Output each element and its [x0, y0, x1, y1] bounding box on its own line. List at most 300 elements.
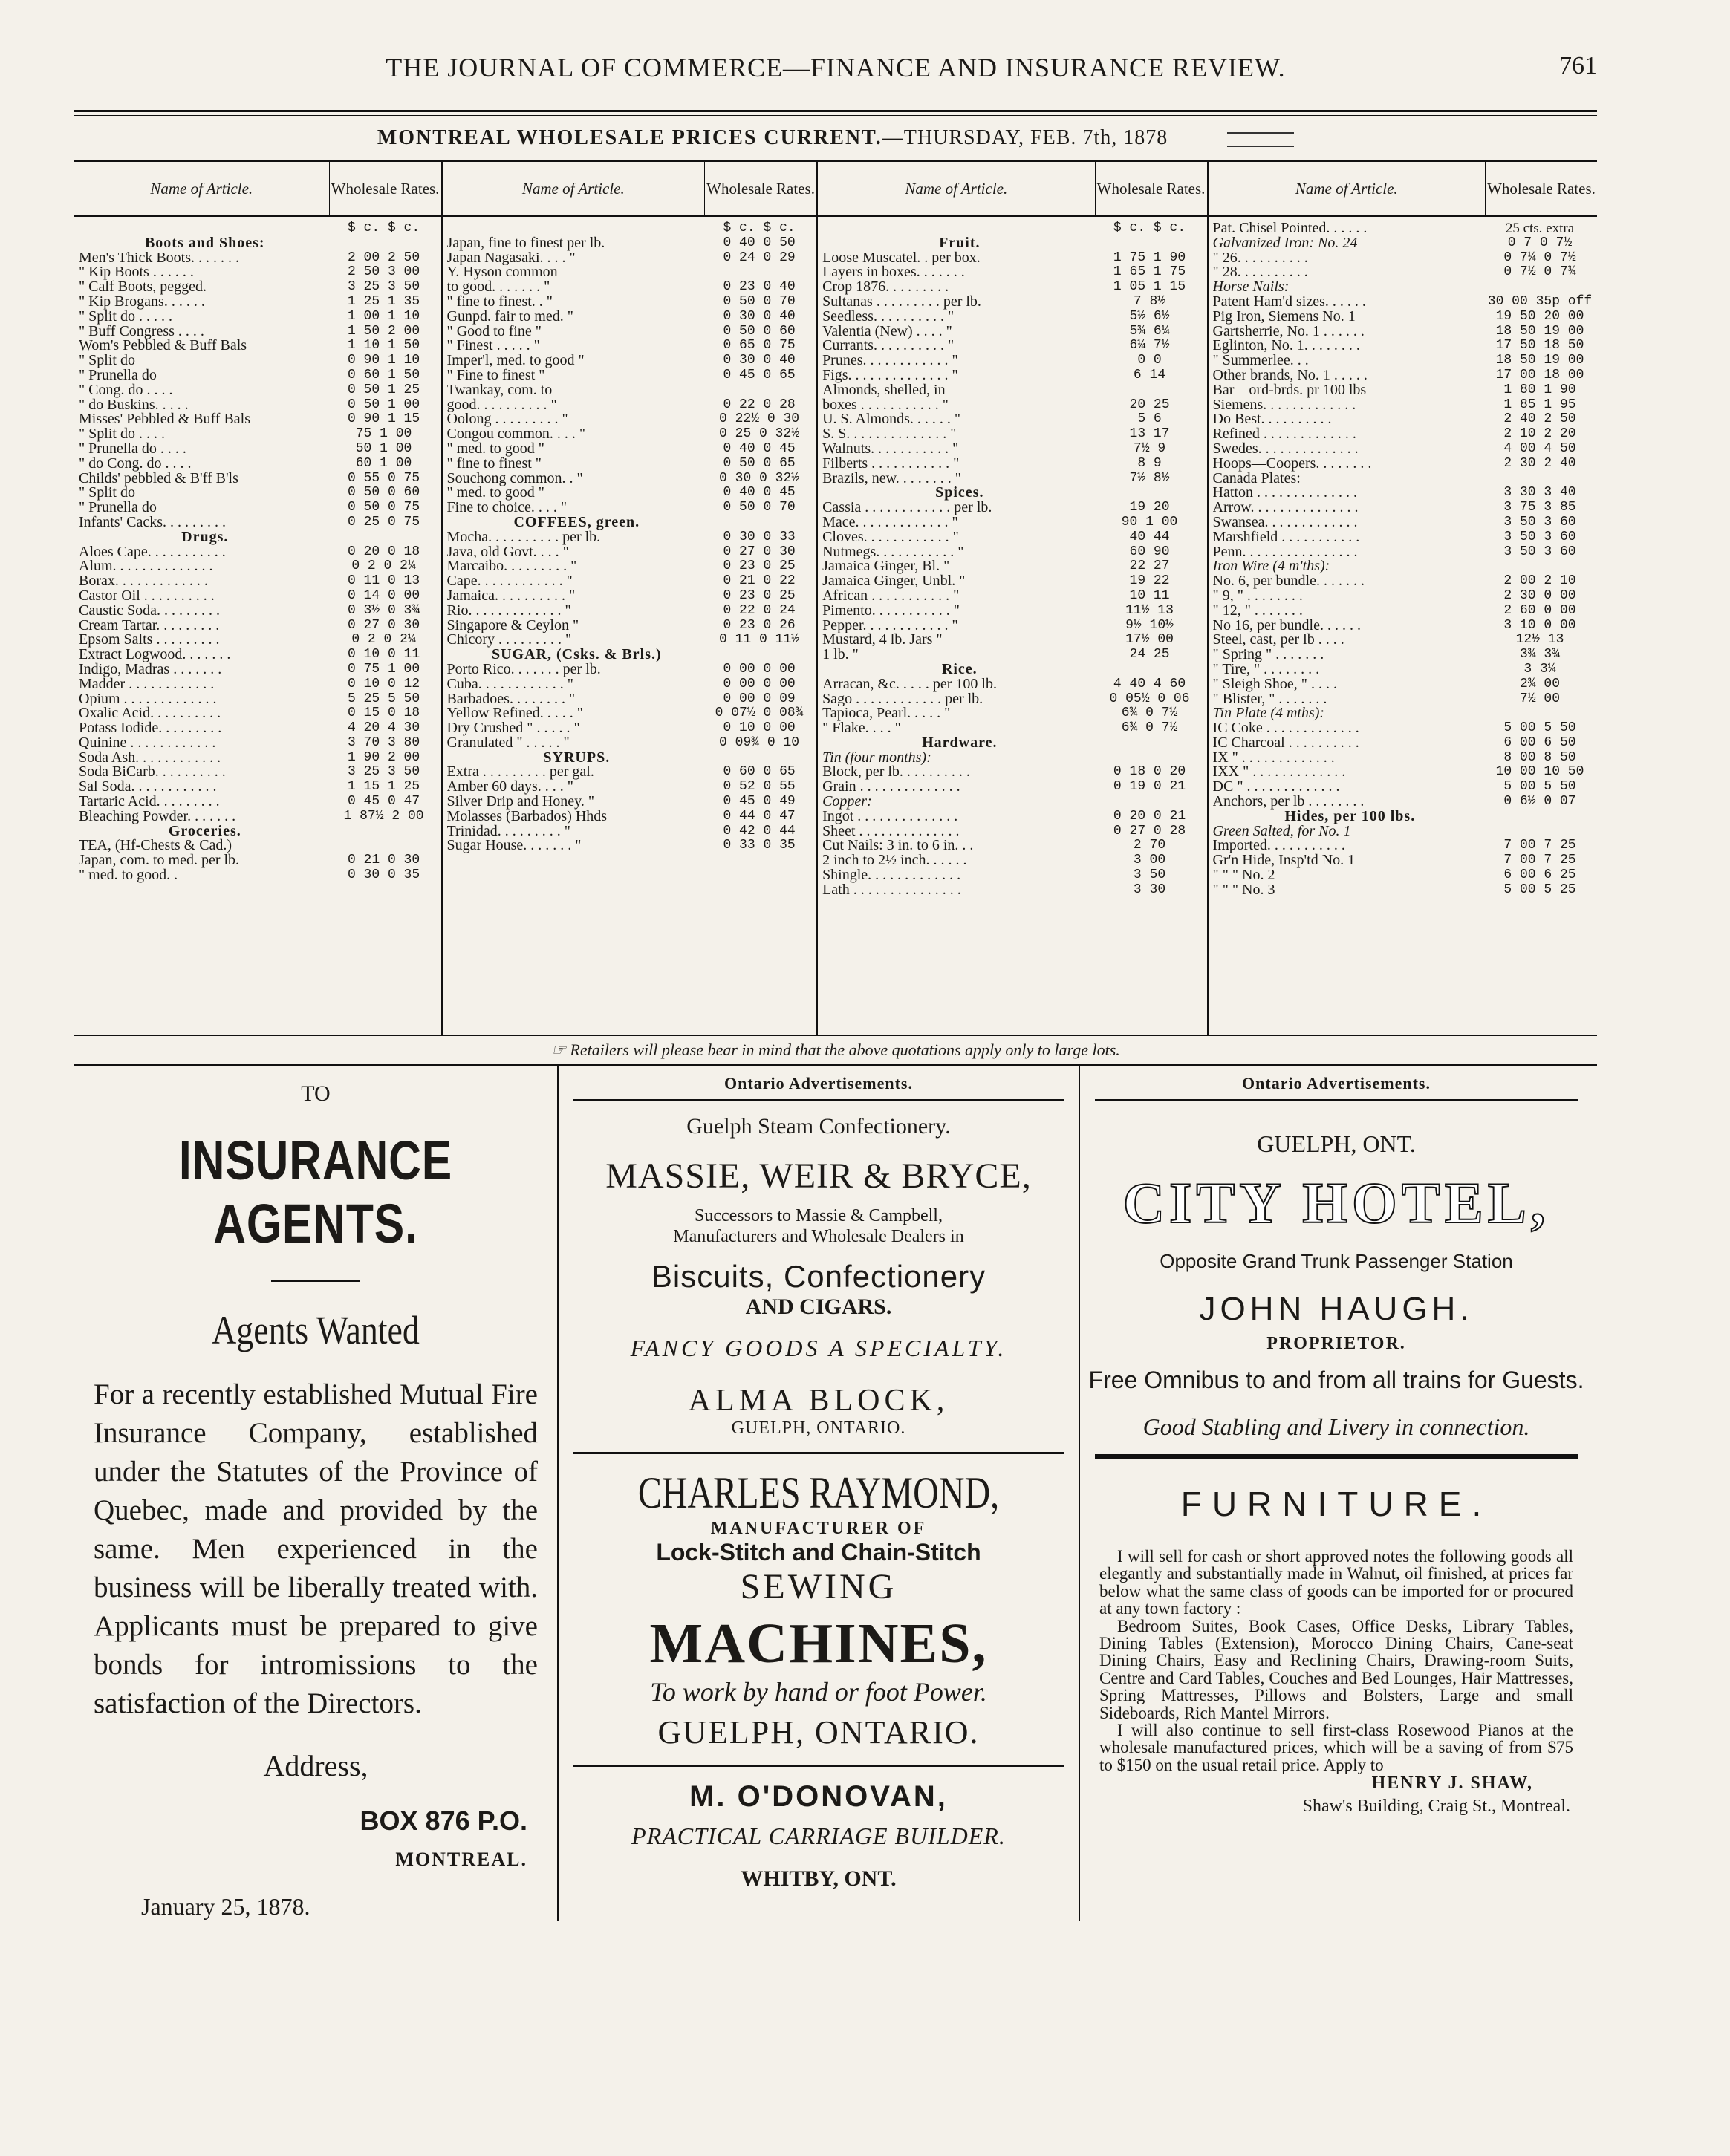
signature-name: HENRY J. SHAW, [1371, 1774, 1533, 1794]
article-rate: 0 7¼ 0 7½ [1503, 250, 1576, 265]
price-column [818, 162, 1208, 1035]
price-row [822, 368, 1202, 383]
article-rate: 3 3¼ [1523, 661, 1556, 677]
price-row [79, 325, 437, 339]
article-name: Cassia . . . . . . . . . . . . per lb. [822, 501, 992, 515]
article-rate: 60 90 [1129, 544, 1170, 559]
article-rate: 17½ 00 [1125, 632, 1174, 648]
price-row [1213, 442, 1593, 457]
article-name: Loose Muscatel. . per box. [822, 250, 981, 266]
price-row [1213, 383, 1593, 398]
article-name: African . . . . . . . . . . . " [822, 588, 960, 604]
article-rate [1487, 810, 1593, 824]
article-name: U. S. Almonds. . . . . . " [822, 412, 961, 428]
article-rate: 3 10 0 00 [1503, 617, 1576, 633]
divider [1095, 1454, 1578, 1459]
article-rate [706, 515, 812, 530]
article-rate: 2¾ 00 [1519, 676, 1560, 691]
price-row [79, 383, 437, 398]
article-name: " Prunella do . . . . [79, 441, 186, 457]
price-column [443, 162, 819, 1035]
article-rate: 0 2 0 2¼ [351, 632, 416, 648]
article-rate: 7½ 8½ [1129, 470, 1170, 486]
price-row [447, 368, 813, 383]
price-row [1213, 559, 1593, 574]
price-row [447, 442, 813, 457]
article-rate: 3 50 3 60 [1503, 529, 1576, 544]
article-name: Patent Ham'd sizes. . . . . . [1212, 294, 1366, 310]
wholesale-rates-label: Wholesale Rates. [331, 180, 440, 198]
article-name: " Prunella do [79, 368, 157, 383]
article-rate: 3¾ 3¾ [1519, 647, 1560, 662]
price-row [1213, 457, 1593, 472]
article-name: Madder . . . . . . . . . . . . [79, 677, 215, 692]
price-row [79, 545, 437, 560]
section-heading [822, 662, 1202, 677]
article-rate: $ c. $ c. [723, 221, 796, 235]
price-row [447, 295, 813, 310]
article-rate: 3 25 3 50 [347, 279, 420, 295]
article-name: " Flake. . . . " [822, 721, 901, 736]
price-row [822, 427, 1202, 442]
article-name: Fruit. [939, 235, 981, 251]
price-row [1213, 677, 1593, 692]
proprietor-label: PROPRIETOR. [1266, 1334, 1406, 1353]
price-row [1213, 574, 1593, 589]
article-rate: 60 1 00 [355, 455, 412, 471]
article-rate: 0 45 0 47 [347, 794, 420, 810]
price-row [447, 486, 813, 501]
article-rate: 0 45 0 49 [723, 794, 796, 810]
price-row [822, 221, 1202, 236]
price-row [822, 751, 1202, 766]
price-row [447, 339, 813, 354]
article-rate: 1 90 2 00 [347, 749, 420, 765]
article-name: Jamaica Ginger, Unbl. " [822, 574, 966, 589]
prices-heading [74, 126, 1597, 150]
article-rate: 3 00 [1133, 853, 1166, 868]
article-rate: 11½ 13 [1125, 602, 1174, 618]
price-row [822, 648, 1202, 662]
article-rate: 0 40 0 45 [723, 485, 796, 501]
price-row [1213, 530, 1593, 545]
price-row [822, 559, 1202, 574]
section-heading [79, 824, 437, 839]
header-rule [74, 110, 1597, 116]
article-name: Twankay, com. to [446, 382, 553, 398]
confectionery-title: Guelph Steam Confectionery. [686, 1114, 951, 1139]
section-heading [447, 515, 813, 530]
article-rate: $ c. $ c. [1113, 221, 1186, 235]
article-name: Brazils, new. . . . . . . . " [822, 471, 961, 486]
article-name: Quinine . . . . . . . . . . . . [79, 735, 216, 751]
article-name: Cape. . . . . . . . . . . . " [446, 574, 573, 589]
article-name: Pepper. . . . . . . . . . . . " [822, 618, 958, 634]
article-name: Wom's Pebbled & Buff Bals [79, 339, 247, 354]
article-rate: 13 17 [1129, 426, 1170, 442]
article-rate: 90 1 00 [1121, 514, 1178, 530]
price-row [447, 765, 813, 780]
price-row [1213, 472, 1593, 486]
price-row [1213, 838, 1593, 853]
article-rate: 0 65 0 75 [723, 338, 796, 354]
article-name: Other brands, No. 1 . . . . . [1212, 368, 1368, 383]
article-name: Prunes. . . . . . . . . . . . " [822, 354, 958, 368]
article-rate: 5 00 5 50 [1503, 779, 1576, 795]
divider [271, 1280, 360, 1282]
article-rate: 0 11 0 13 [347, 573, 420, 589]
article-rate [706, 751, 812, 766]
ad-subhead: Agents Wanted [212, 1308, 420, 1352]
article-name: Grain . . . . . . . . . . . . . . [822, 780, 960, 795]
price-row [1213, 633, 1593, 648]
article-rate: 1 75 1 90 [1113, 250, 1186, 265]
article-rate [331, 530, 437, 545]
ornament-icon [1227, 132, 1294, 147]
price-row [1213, 765, 1593, 780]
article-name: " Finest . . . . . " [446, 339, 540, 354]
article-name: Siemens. . . . . . . . . . . . . [1212, 397, 1356, 413]
article-name: Arracan, &c. . . . . per 100 lb. [822, 677, 997, 692]
section-heading [447, 751, 813, 766]
article-name: Currants. . . . . . . . . . " [822, 339, 955, 354]
price-row [447, 706, 813, 721]
price-row [822, 633, 1202, 648]
article-name: " fine to finest " [446, 456, 542, 472]
article-rate: 0 19 0 21 [1113, 779, 1186, 795]
price-row [447, 780, 813, 795]
price-row [447, 280, 813, 295]
ad-to: TO [301, 1081, 331, 1106]
price-row [79, 604, 437, 619]
article-rate: 1 10 1 50 [347, 338, 420, 354]
article-name: " Fine to finest " [446, 368, 545, 383]
price-row [1213, 515, 1593, 530]
article-rate [1097, 736, 1203, 751]
article-name: Cloves. . . . . . . . . . . . " [822, 530, 959, 545]
article-name: Tartaric Acid. . . . . . . . . [79, 795, 220, 810]
article-rate: 0 23 0 40 [723, 279, 796, 295]
ad-section-header: Ontario Advertisements. [573, 1066, 1064, 1101]
article-rate: 0 42 0 44 [723, 823, 796, 838]
hotel-name: CITY HOTEL, [1122, 1170, 1550, 1235]
article-name: Crop 1876. . . . . . . . . [822, 280, 949, 295]
price-row [1213, 545, 1593, 560]
price-row [447, 545, 813, 560]
price-row [1213, 251, 1593, 266]
price-row [822, 810, 1202, 824]
article-rate: 0 27 0 30 [723, 544, 796, 559]
article-name: Rice. [941, 662, 978, 677]
article-name: Imported. . . . . . . . . . . [1212, 838, 1345, 854]
article-rate: 0 40 0 50 [723, 235, 796, 250]
article-rate: 2 00 2 50 [347, 250, 420, 265]
article-rate: 2 10 2 20 [1503, 426, 1576, 442]
article-name: Figs. . . . . . . . . . . . . . " [822, 368, 958, 383]
article-name: " 9, " . . . . . . . . [1212, 588, 1303, 604]
price-row [822, 457, 1202, 472]
article-rate: 0 50 1 00 [347, 397, 420, 412]
price-row [1213, 619, 1593, 634]
article-name: " Split do [79, 486, 135, 501]
article-rate: 0 30 0 33 [723, 529, 796, 544]
article-rate: 0 22 0 28 [723, 397, 796, 412]
price-row [822, 604, 1202, 619]
article-name: Men's Thick Boots. . . . . . . [79, 250, 240, 266]
price-row [447, 633, 813, 648]
stitch-line: Lock-Stitch and Chain-Stitch [656, 1539, 981, 1566]
article-name: Marcaibo. . . . . . . . . " [446, 559, 577, 575]
article-rate: 4 20 4 30 [347, 720, 420, 736]
article-rate [1487, 824, 1593, 839]
article-name: Bar—ord-brds. pr 100 lbs [1212, 382, 1367, 398]
article-rate: 0 75 1 00 [347, 661, 420, 677]
price-row [79, 721, 437, 736]
article-name: Sal Soda. . . . . . . . . . . . [79, 780, 217, 795]
price-row [1213, 339, 1593, 354]
price-row [822, 354, 1202, 368]
article-name: Canada Plates: [1212, 471, 1301, 486]
article-rate: 19 22 [1129, 573, 1170, 589]
article-name: COFFEES, green. [513, 515, 640, 530]
price-row [1213, 751, 1593, 766]
price-row [447, 721, 813, 736]
article-rate: 3 50 3 60 [1503, 514, 1576, 530]
article-rate: 3 75 3 85 [1503, 500, 1576, 515]
price-row [822, 472, 1202, 486]
price-row [447, 265, 813, 280]
article-name: Ingot . . . . . . . . . . . . . . [822, 809, 958, 824]
article-rate: 0 23 0 25 [723, 558, 796, 574]
price-row [822, 530, 1202, 545]
article-name: Horse Nails: [1212, 280, 1290, 295]
article-rate: 7½ 9 [1133, 440, 1166, 456]
article-rate: 4 40 4 60 [1113, 676, 1186, 691]
article-name: Java, old Govt. . . . " [446, 544, 569, 560]
article-name: IXX " . . . . . . . . . . . . . [1212, 765, 1346, 781]
article-name: Tin Plate (4 mths): [1212, 706, 1325, 722]
article-name: No. 6, per bundle. . . . . . . [1212, 574, 1365, 589]
article-rate: 7 00 7 25 [1503, 853, 1576, 868]
price-row [79, 662, 437, 677]
ad-headline: INSURANCE AGENTS. [178, 1130, 453, 1254]
article-rate: 7½ 00 [1519, 691, 1560, 706]
price-row [447, 221, 813, 236]
article-name: Hoops—Coopers. . . . . . . . [1212, 456, 1372, 472]
article-name: Souchong common. . " [446, 471, 583, 486]
article-name: Oolong . . . . . . . . . " [446, 412, 568, 428]
article-name: Refined . . . . . . . . . . . . . [1212, 427, 1356, 442]
article-rate: 2 70 [1133, 838, 1166, 853]
article-name: Cuba. . . . . . . . . . . . " [446, 677, 573, 692]
ad-insurance-agents [74, 1066, 559, 1921]
price-row [1213, 368, 1593, 383]
article-name: Eglinton, No. 1. . . . . . . . [1212, 339, 1360, 354]
article-rate [1487, 559, 1593, 574]
article-rate: 0 33 0 35 [723, 838, 796, 853]
article-name: " Spring " . . . . . . . [1212, 648, 1324, 662]
article-name: " Kip Brogans. . . . . . [79, 294, 205, 310]
article-name: " do Buskins. . . . . [79, 397, 189, 413]
price-row [1213, 501, 1593, 515]
price-row [822, 442, 1202, 457]
raymond-city: GUELPH, ONTARIO. [657, 1714, 980, 1750]
price-row [822, 853, 1202, 868]
price-row [447, 662, 813, 677]
article-name: " do Cong. do . . . . [79, 456, 192, 472]
price-row [79, 501, 437, 515]
journal-page [74, 52, 1597, 2117]
article-name [822, 221, 1096, 236]
article-name: Steel, cast, per lb . . . . [1212, 633, 1344, 648]
price-row [1213, 412, 1593, 427]
ad-ontario-middle [559, 1066, 1080, 1921]
price-row [822, 515, 1202, 530]
furniture-para-1: I will sell for cash or short approved notes the following goods all elegantly and substantially made in Walnut, oil finished, at prices far below what the same class of goods can be imported for or procured at any town factory : [1099, 1547, 1573, 1618]
price-row [822, 383, 1202, 398]
price-row [1213, 721, 1593, 736]
divider [573, 1452, 1064, 1454]
price-row [1213, 795, 1593, 810]
article-rate: 24 25 [1129, 647, 1170, 662]
article-rate: 2 30 2 40 [1503, 455, 1576, 471]
price-rows [443, 217, 817, 853]
article-name: S. S. . . . . . . . . . . . . . " [822, 427, 957, 442]
article-rate: 0 24 0 29 [723, 250, 796, 265]
price-row [79, 339, 437, 354]
price-row [1213, 853, 1593, 868]
article-rate [1097, 236, 1203, 251]
article-name: Pat. Chisel Pointed. . . . . . [1212, 221, 1368, 236]
article-rate: 0 7½ 0 7¾ [1503, 264, 1576, 280]
price-row [822, 838, 1202, 853]
article-name: Japan Nagasaki. . . . " [446, 250, 576, 266]
article-name: Filberts . . . . . . . . . . . " [822, 456, 960, 472]
article-name: " Split do . . . . [79, 427, 165, 442]
ad-address-label: Address, [263, 1749, 368, 1782]
article-rate: 0 60 1 50 [347, 367, 420, 382]
article-name: boxes . . . . . . . . . . . " [822, 397, 949, 413]
article-name: Alum. . . . . . . . . . . . . . [79, 559, 213, 575]
article-name: Arrow. . . . . . . . . . . . . . . [1212, 501, 1359, 515]
article-rate: 1 15 1 25 [347, 779, 420, 795]
article-name: " Good to fine " [446, 324, 542, 339]
article-name: Iron Wire (4 m'ths): [1212, 559, 1330, 575]
price-row [79, 765, 437, 780]
price-row [1213, 589, 1593, 604]
article-rate: 2 60 0 00 [1503, 602, 1576, 618]
hotel-owner: JOHN HAUGH. [1199, 1291, 1474, 1327]
price-row [447, 457, 813, 472]
ad-date: January 25, 1878. [141, 1893, 310, 1920]
price-row [447, 589, 813, 604]
section-heading [447, 648, 813, 662]
article-rate: 0 30 0 32½ [719, 470, 800, 486]
price-row [79, 692, 437, 707]
ad-body: For a recently established Mutual Fire Insurance Company, established under the Statutes of the Province of Quebec, made and provided by the same. Men experienced in the business will be liberally treated with. Applicants must be prepared to give bonds for intromissions to the satisfaction of the Directors. [94, 1378, 538, 1719]
article-rate: 0 23 0 26 [723, 617, 796, 633]
article-rate: 0 00 0 00 [723, 676, 796, 691]
article-rate [331, 824, 437, 839]
article-rate: 0 52 0 55 [723, 779, 796, 795]
price-rows [74, 217, 441, 883]
name-of-article-label: Name of Article. [818, 162, 1095, 215]
prices-heading-date: —THURSDAY, FEB. 7th, 1878 [882, 126, 1168, 149]
journal-title: THE JOURNAL OF COMMERCE—FINANCE AND INSURANCE REVIEW. [386, 53, 1286, 82]
article-name: SYRUPS. [543, 750, 611, 766]
price-row [822, 295, 1202, 310]
article-name: Seedless. . . . . . . . . . " [822, 309, 955, 325]
retailers-note: ☞ Retailers will please bear in mind that the above quotations apply only to large lots. [551, 1040, 1120, 1059]
price-row [79, 868, 437, 883]
article-rate: 0 22½ 0 30 [719, 411, 800, 427]
article-rate: 1 65 1 75 [1113, 264, 1186, 280]
article-rate: 9½ 10½ [1125, 617, 1174, 633]
ad-box: BOX 876 P.O. [360, 1805, 527, 1836]
price-row [822, 398, 1202, 413]
article-rate: 0 11 0 11½ [719, 632, 800, 648]
article-rate: 40 44 [1129, 529, 1170, 544]
section-heading [79, 530, 437, 545]
price-row [79, 442, 437, 457]
furniture-title: FURNITURE. [1180, 1485, 1492, 1523]
sewing-line: SEWING [740, 1567, 897, 1606]
article-rate [1487, 472, 1593, 486]
whitby-line: WHITBY, ONT. [741, 1866, 897, 1891]
carriage-line: PRACTICAL CARRIAGE BUILDER. [631, 1823, 1006, 1849]
article-rate: 0 18 0 20 [1113, 764, 1186, 780]
article-name: Molasses (Barbados) Hhds [446, 809, 608, 824]
price-row [1213, 427, 1593, 442]
price-row [822, 251, 1202, 266]
article-rate [1097, 662, 1203, 677]
article-rate [706, 265, 812, 280]
price-row [822, 706, 1202, 721]
article-rate: 6 00 6 50 [1503, 735, 1576, 750]
article-name: IC Coke . . . . . . . . . . . . . [1212, 721, 1359, 736]
article-rate: 0 14 0 00 [347, 587, 420, 603]
article-name: Mustard, 4 lb. Jars " [822, 633, 943, 648]
price-row [447, 559, 813, 574]
article-name: Cut Nails: 3 in. to 6 in. . . [822, 838, 974, 854]
article-rate: 0 10 0 11 [347, 647, 420, 662]
article-name: Silver Drip and Honey. " [446, 795, 595, 810]
article-name: " Buff Congress . . . . [79, 324, 204, 339]
price-row [447, 604, 813, 619]
article-rate: 0 50 0 60 [723, 323, 796, 339]
article-name: " Summerlee. . . [1212, 354, 1309, 368]
successors-line: Successors to Massie & Campbell, [695, 1206, 943, 1225]
price-row [79, 472, 437, 486]
article-rate: 0 50 0 65 [723, 455, 796, 471]
name-of-article-label: Name of Article. [1209, 162, 1486, 215]
article-name: Green Salted, for No. 1 [1212, 824, 1351, 839]
price-row [79, 810, 437, 824]
price-row [447, 692, 813, 707]
article-rate [331, 838, 437, 853]
prices-heading-main: MONTREAL WHOLESALE PRICES CURRENT. [377, 126, 882, 149]
hotel-location: Opposite Grand Trunk Passenger Station [1160, 1250, 1513, 1272]
price-row [822, 310, 1202, 325]
price-column-header [74, 162, 441, 217]
article-name: Nutmegs. . . . . . . . . . . " [822, 544, 964, 560]
article-name: Do Best. . . . . . . . . . [1212, 412, 1332, 428]
price-row [1213, 868, 1593, 883]
article-name: Singapore & Ceylon " [446, 618, 579, 634]
article-rate: 1 87½ 2 00 [343, 808, 424, 824]
article-name: Bleaching Powder. . . . . . . [79, 809, 236, 824]
price-row [822, 280, 1202, 295]
